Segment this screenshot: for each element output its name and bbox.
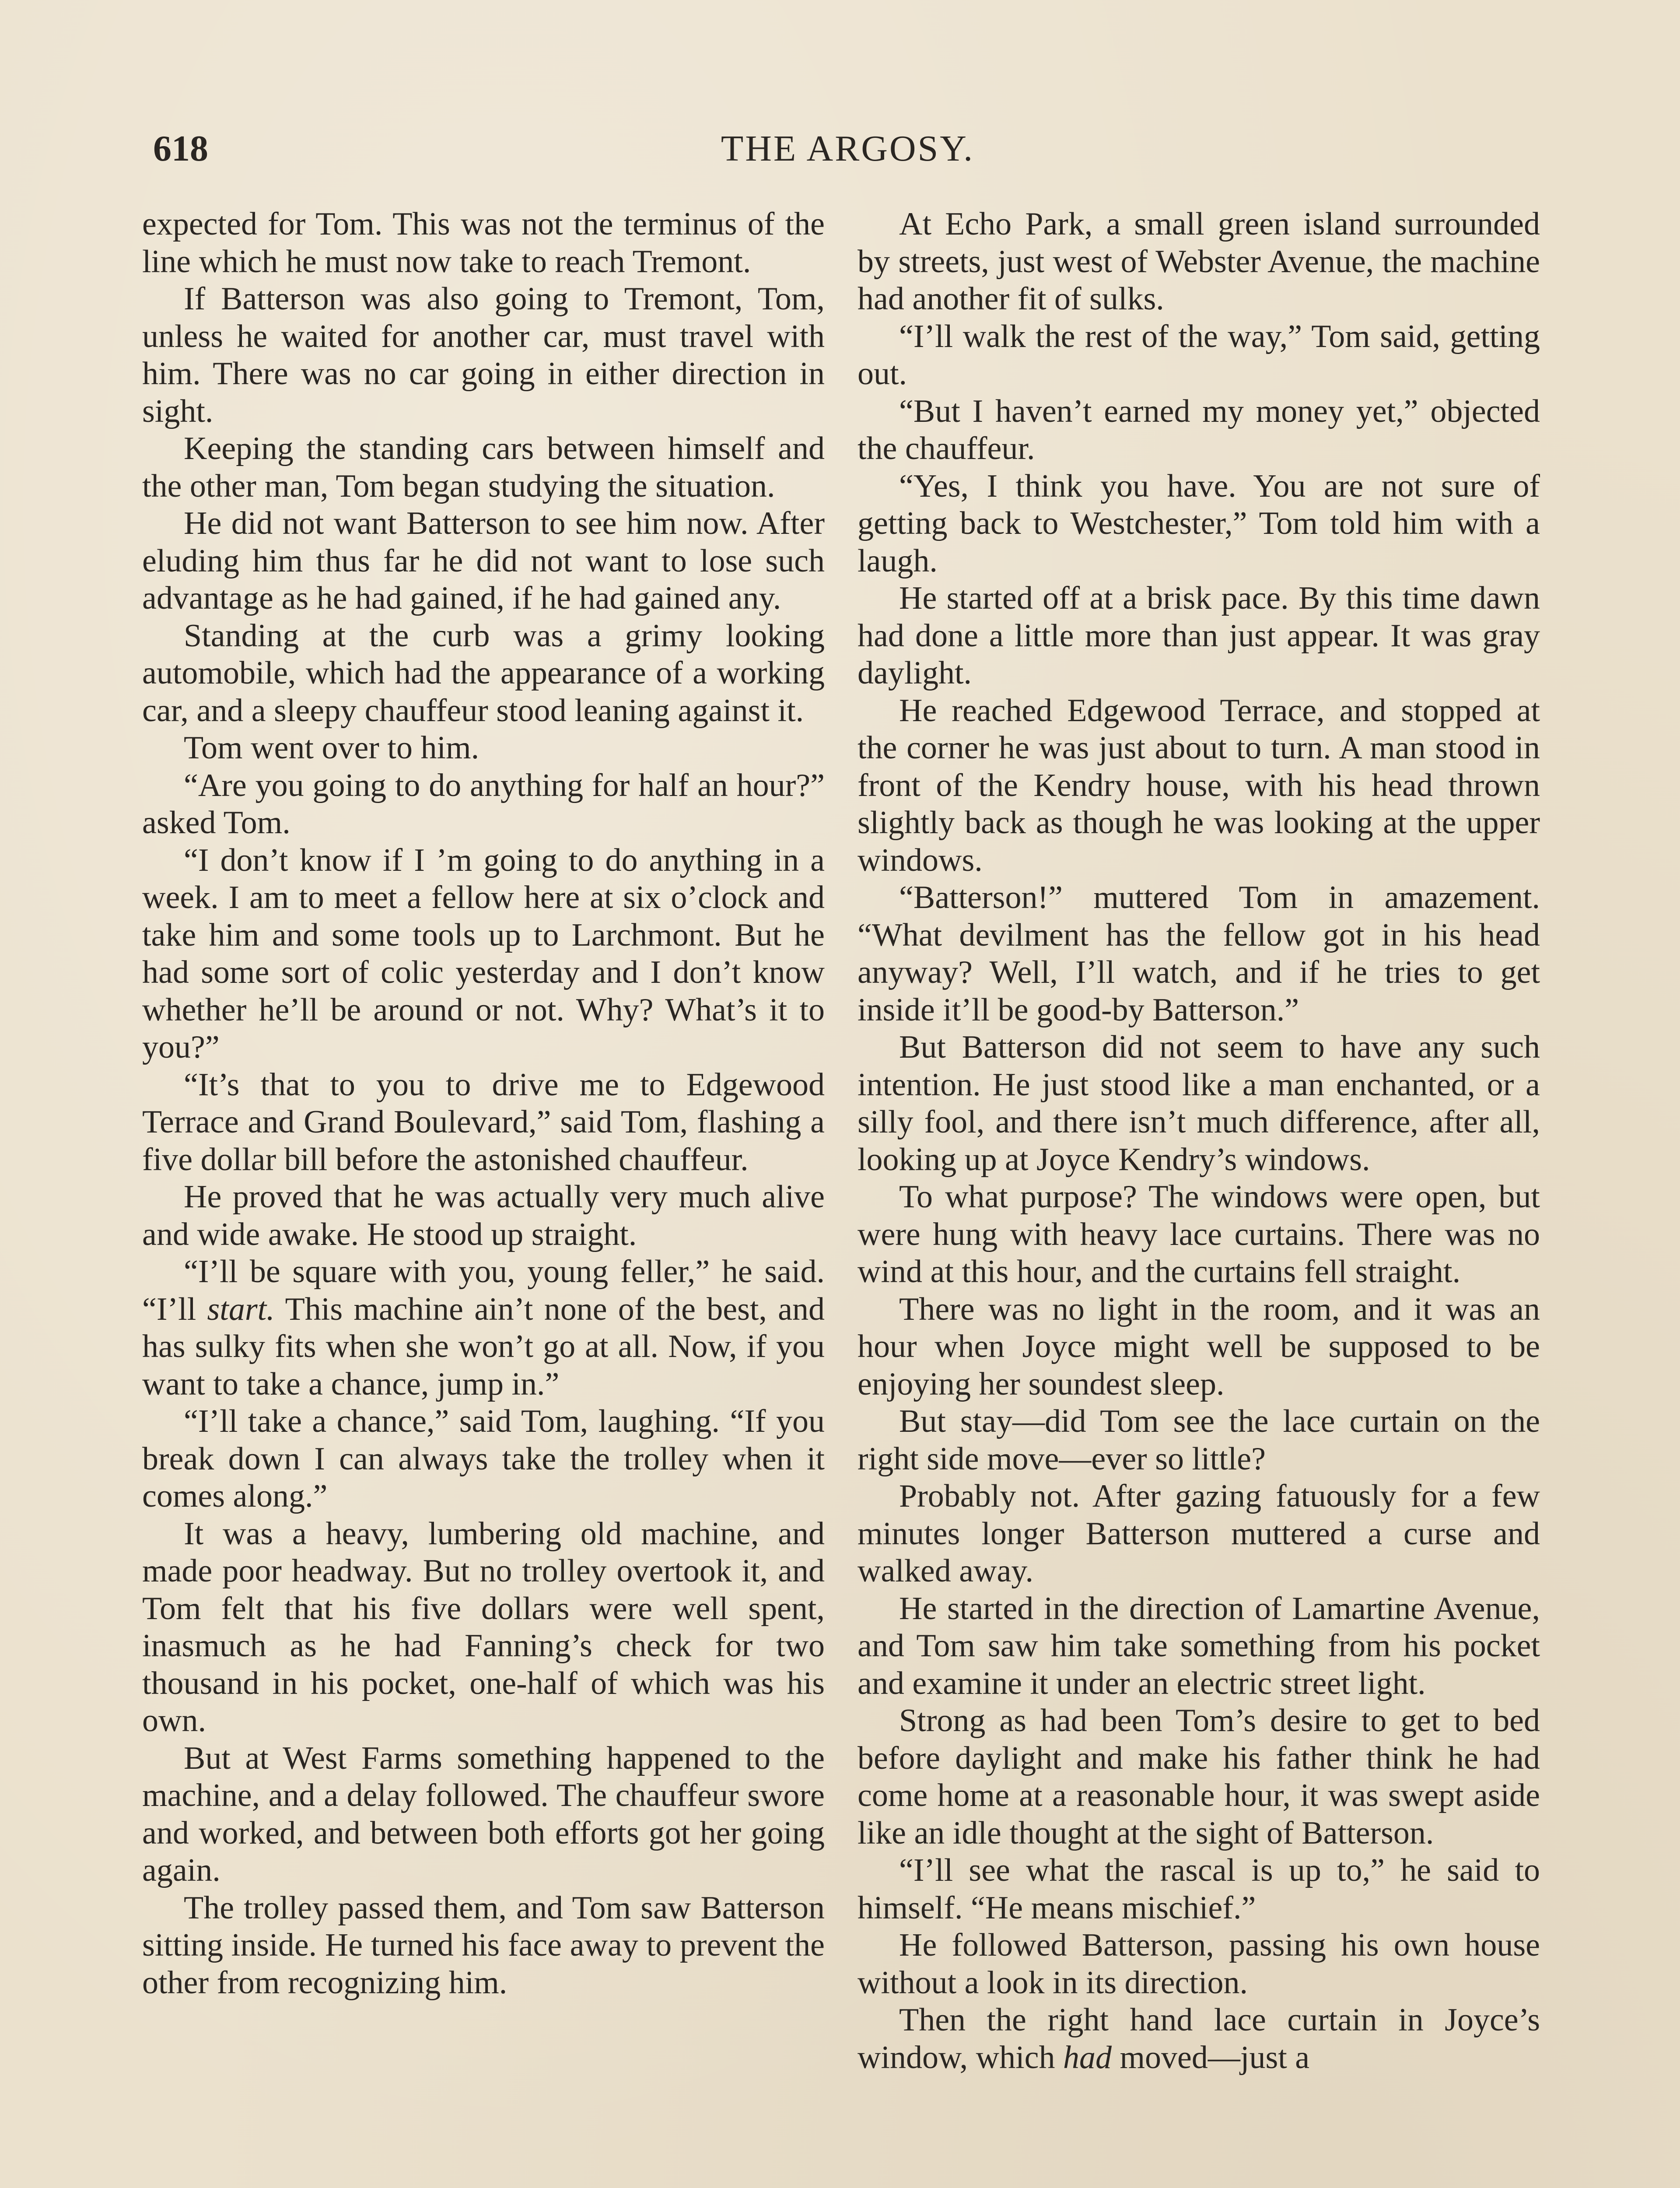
emphasized-word: start. bbox=[207, 1291, 275, 1327]
paragraph: If Batterson was also going to Tremont, Tom, unless he waited for another car, must travel with him. There was no car going in either direction in sight. bbox=[142, 281, 825, 429]
paragraph: Standing at the curb was a grimy looking automobile, which had the appearance of a working car, and a sleepy chauffeur stood leaning against it. bbox=[142, 617, 825, 729]
paragraph: He followed Batterson, passing his own house without a look in its direction. bbox=[858, 1927, 1540, 2001]
paragraph: “It’s that to you to drive me to Edgewood Terrace and Grand Boulevard,” said Tom, flashing a five dollar bill before the astonished chauffeur. bbox=[142, 1066, 825, 1178]
paragraph: To what purpose? The windows were open, but were hung with heavy lace curtains. There was no wind at this hour, and the curtains fell straight. bbox=[858, 1179, 1540, 1290]
paragraph: “I’ll walk the rest of the way,” Tom said, getting out. bbox=[858, 318, 1540, 392]
paragraph: He started off at a brisk pace. By this time dawn had done a little more than just appear. It was gray daylight. bbox=[858, 580, 1540, 691]
paragraph: He did not want Batterson to see him now. After eluding him thus far he did not want to lose such advantage as he had gained, if he had gained any. bbox=[142, 505, 825, 616]
paragraph: The trolley passed them, and Tom saw Batterson sitting inside. He turned his face away to prevent the other from recognizing him. bbox=[142, 1890, 825, 2001]
paragraph: Keeping the standing cars between himself and the other man, Tom began studying the situation. bbox=[142, 431, 825, 504]
paragraph: But at West Farms something happened to the machine, and a delay followed. The chauffeur swore and worked, and between both efforts got her going again. bbox=[142, 1740, 825, 1888]
paragraph: “But I haven’t earned my money yet,” objected the chauffeur. bbox=[858, 393, 1540, 466]
page-number: 618 bbox=[153, 128, 208, 169]
paragraph: He started in the direction of Lamartine Avenue, and Tom saw him take something from his pocket and examine it under an electric street light. bbox=[858, 1590, 1540, 1701]
paragraph bbox=[142, 1253, 825, 1403]
paragraph: But Batterson did not seem to have any such intention. He just stood like a man enchanted, or a silly fool, and there isn’t much difference, after all, looking up at Joyce Kendry’s windows. bbox=[858, 1029, 1540, 1178]
paragraph: “Batterson!” muttered Tom in amazement. “What devilment has the fellow got in his head anyway? Well, I’ll watch, and if he tries to get inside it’ll be good-by Batterson.” bbox=[858, 880, 1540, 1028]
paragraph: But stay—did Tom see the lace curtain on the right side move—ever so little? bbox=[858, 1403, 1540, 1477]
paragraph bbox=[858, 2002, 1540, 2076]
paragraph: “Are you going to do anything for half an hour?” asked Tom. bbox=[142, 767, 825, 841]
paragraph: He reached Edgewood Terrace, and stopped at the corner he was just about to turn. A man stood in front of the Kendry house, with his head thrown slightly back as though he was looking at the upper windows. bbox=[858, 692, 1540, 878]
running-title: THE ARGOSY. bbox=[721, 128, 975, 169]
page-header bbox=[153, 125, 1542, 173]
paragraph: He proved that he was actually very much alive and wide awake. He stood up straight. bbox=[142, 1179, 825, 1252]
paragraph: “Yes, I think you have. You are not sure of getting back to Westchester,” Tom told him with a laugh. bbox=[858, 468, 1540, 579]
paragraph: It was a heavy, lumbering old machine, and made poor headway. But no trolley overtook it, and Tom felt that his five dollars were well spent, inasmuch as he had Fanning’s check for two thousand in his pocket, one-half of which was his own. bbox=[142, 1515, 825, 1739]
paragraph: Probably not. After gazing fatuously for a few minutes longer Batterson muttered a curse and walked away. bbox=[858, 1478, 1540, 1589]
paragraph: Strong as had been Tom’s desire to get to bed before daylight and make his father think he had come home at a reasonable hour, it was swept aside like an idle thought at the sight of Batterson. bbox=[858, 1703, 1540, 1851]
paragraph: At Echo Park, a small green island surrounded by streets, just west of Webster Avenue, the machine had another fit of sulks. bbox=[858, 206, 1540, 317]
right-text-column bbox=[858, 206, 1540, 2076]
emphasized-word: had bbox=[1063, 2039, 1112, 2076]
paragraph: Tom went over to him. bbox=[184, 730, 480, 766]
paragraph-text: This machine ain’t none of the best, and has sulky fits when she won’t go at all. Now, if you want to take a chance, jump in.” bbox=[142, 1291, 825, 1402]
paragraph: expected for Tom. This was not the terminus of the line which he must now take to reach Tremont. bbox=[142, 206, 825, 280]
paragraph: “I’ll take a chance,” said Tom, laughing. “If you break down I can always take the trolley when it comes along.” bbox=[142, 1403, 825, 1514]
paragraph: There was no light in the room, and it was an hour when Joyce might well be supposed to be enjoying her soundest sleep. bbox=[858, 1291, 1540, 1402]
paragraph: “I’ll see what the rascal is up to,” he said to himself. “He means mischief.” bbox=[858, 1852, 1540, 1926]
left-text-column bbox=[142, 206, 825, 2002]
paragraph-text: Then the right hand lace curtain in Joyce’s window, which bbox=[858, 2002, 1540, 2076]
paragraph-text: moved—just a bbox=[1111, 2039, 1310, 2076]
paragraph: “I don’t know if I ’m going to do anything in a week. I am to meet a fellow here at six o’clock and take him and some tools up to Larchmont. But he had some sort of colic yesterday and I don’t know whether he’ll be around or not. Why? What’s it to you?” bbox=[142, 842, 825, 1065]
paragraph-text: “I’ll be square with you, young feller,” he said. “I’ll bbox=[142, 1254, 825, 1327]
